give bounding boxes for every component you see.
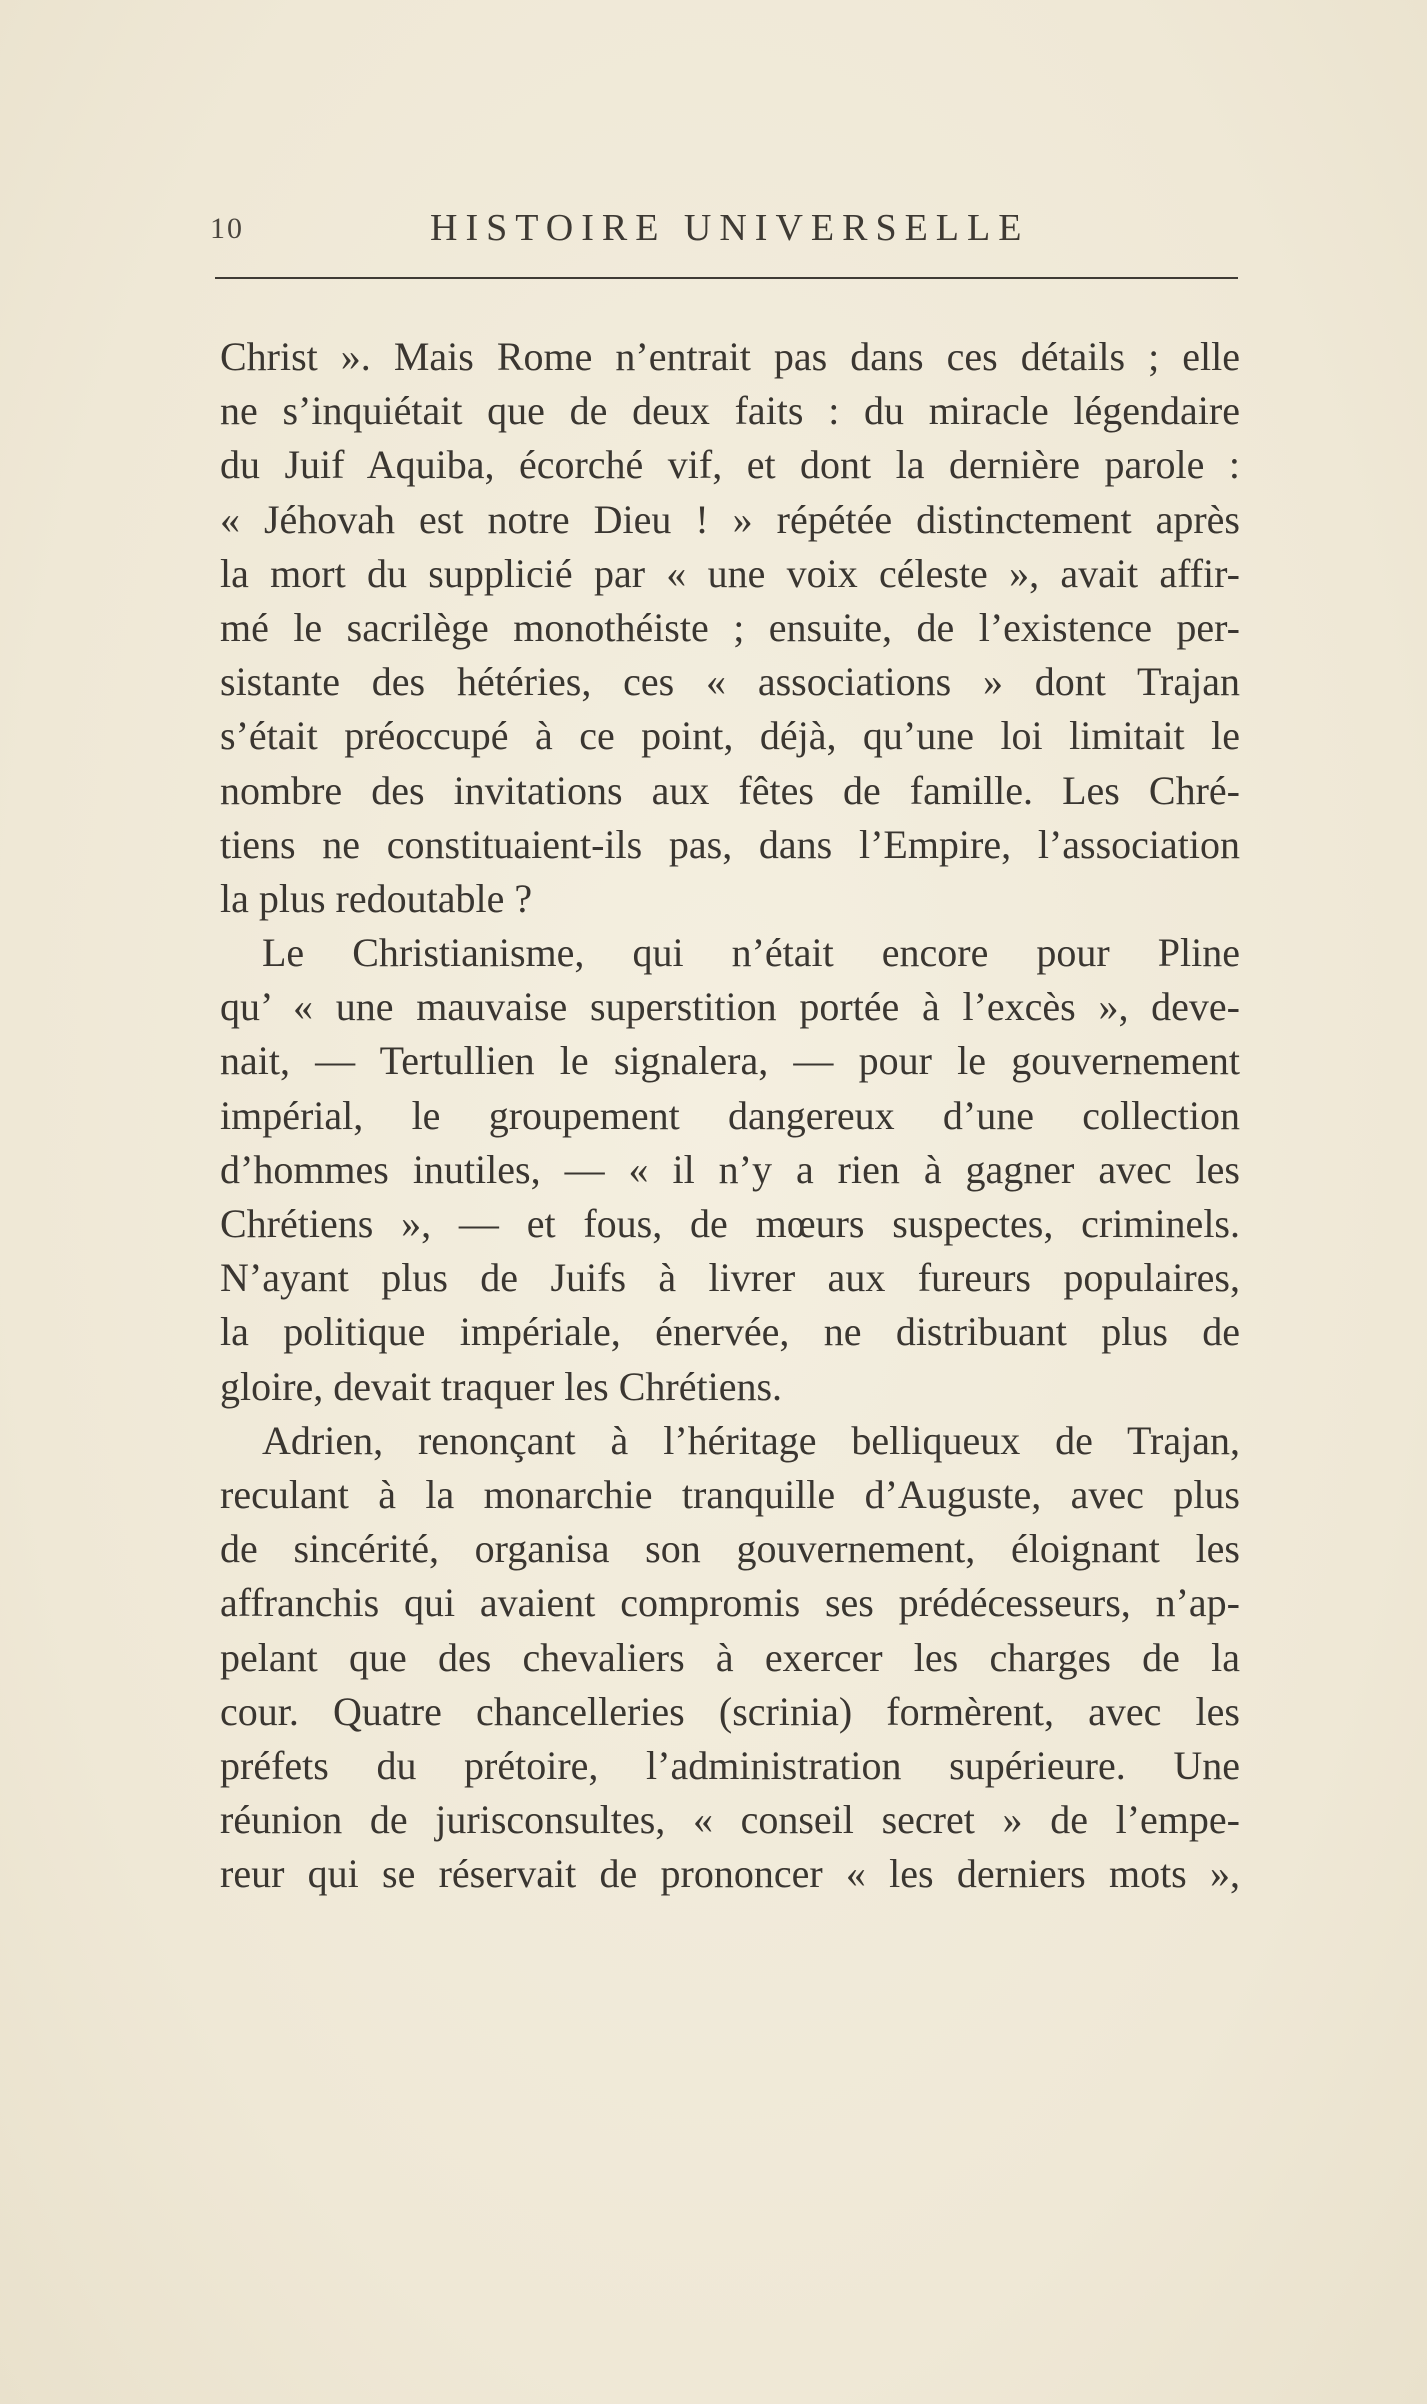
- page-number: 10: [210, 212, 244, 245]
- body-text: [220, 330, 1240, 1901]
- text-line: de sincérité, organisa son gouvernement, éloignant les: [220, 1526, 1240, 1572]
- text-line: la politique impériale, énervée, ne distribuant plus de: [220, 1309, 1240, 1355]
- text-line: la mort du supplicié par « une voix céleste », avait affir-: [220, 550, 1240, 596]
- text-line: Chrétiens », — et fous, de mœurs suspectes, criminels.: [220, 1201, 1240, 1246]
- text-line: impérial, le groupement dangereux d’une collection: [220, 1092, 1240, 1138]
- text-line: préfets du prétoire, l’administration supérieure. Une: [220, 1742, 1240, 1788]
- text-line: affranchis qui avaient compromis ses prédécesseurs, n’ap-: [220, 1580, 1240, 1626]
- text-line: sistante des hétéries, ces « associations » dont Trajan: [220, 659, 1240, 705]
- text-line: Le Christianisme, qui n’était encore pour Pline: [262, 930, 1240, 976]
- text-line: la plus redoutable ?: [220, 875, 533, 921]
- text-line: nait, — Tertullien le signalera, — pour le gouvernement: [220, 1038, 1240, 1084]
- text-line: réunion de jurisconsultes, « conseil secret » de l’empe-: [220, 1797, 1240, 1843]
- running-title: HISTOIRE UNIVERSELLE: [430, 207, 1030, 249]
- text-line: reculant à la monarchie tranquille d’Auguste, avec plus: [220, 1471, 1240, 1517]
- text-line: N’ayant plus de Juifs à livrer aux fureurs populaires,: [220, 1255, 1240, 1301]
- text-line: Adrien, renonçant à l’héritage belliqueux de Trajan,: [262, 1417, 1240, 1463]
- text-line: nombre des invitations aux fêtes de famille. Les Chré-: [220, 767, 1240, 813]
- text-line: du Juif Aquiba, écorché vif, et dont la dernière parole :: [220, 442, 1240, 488]
- text-line: tiens ne constituaient-ils pas, dans l’Empire, l’association: [220, 821, 1240, 867]
- text-line: pelant que des chevaliers à exercer les charges de la: [220, 1634, 1240, 1680]
- text-line: d’hommes inutiles, — « il n’y a rien à gagner avec les: [220, 1146, 1240, 1192]
- text-line: qu’ « une mauvaise superstition portée à l’excès », deve-: [220, 984, 1240, 1030]
- text-line: mé le sacrilège monothéiste ; ensuite, de l’existence per-: [220, 604, 1240, 650]
- text-line: « Jéhovah est notre Dieu ! » répétée distinctement après: [220, 496, 1240, 542]
- header-rule: [215, 277, 1238, 279]
- text-line: s’était préoccupé à ce point, déjà, qu’une loi limitait le: [220, 713, 1240, 759]
- text-line: gloire, devait traquer les Chrétiens.: [220, 1363, 783, 1409]
- text-line: ne s’inquiétait que de deux faits : du miracle légendaire: [220, 388, 1240, 434]
- text-line: reur qui se réservait de prononcer « les derniers mots »,: [220, 1851, 1240, 1897]
- text-line: Christ ». Mais Rome n’entrait pas dans ces détails ; elle: [220, 334, 1240, 379]
- text-line: cour. Quatre chancelleries (scrinia) formèrent, avec les: [220, 1688, 1240, 1734]
